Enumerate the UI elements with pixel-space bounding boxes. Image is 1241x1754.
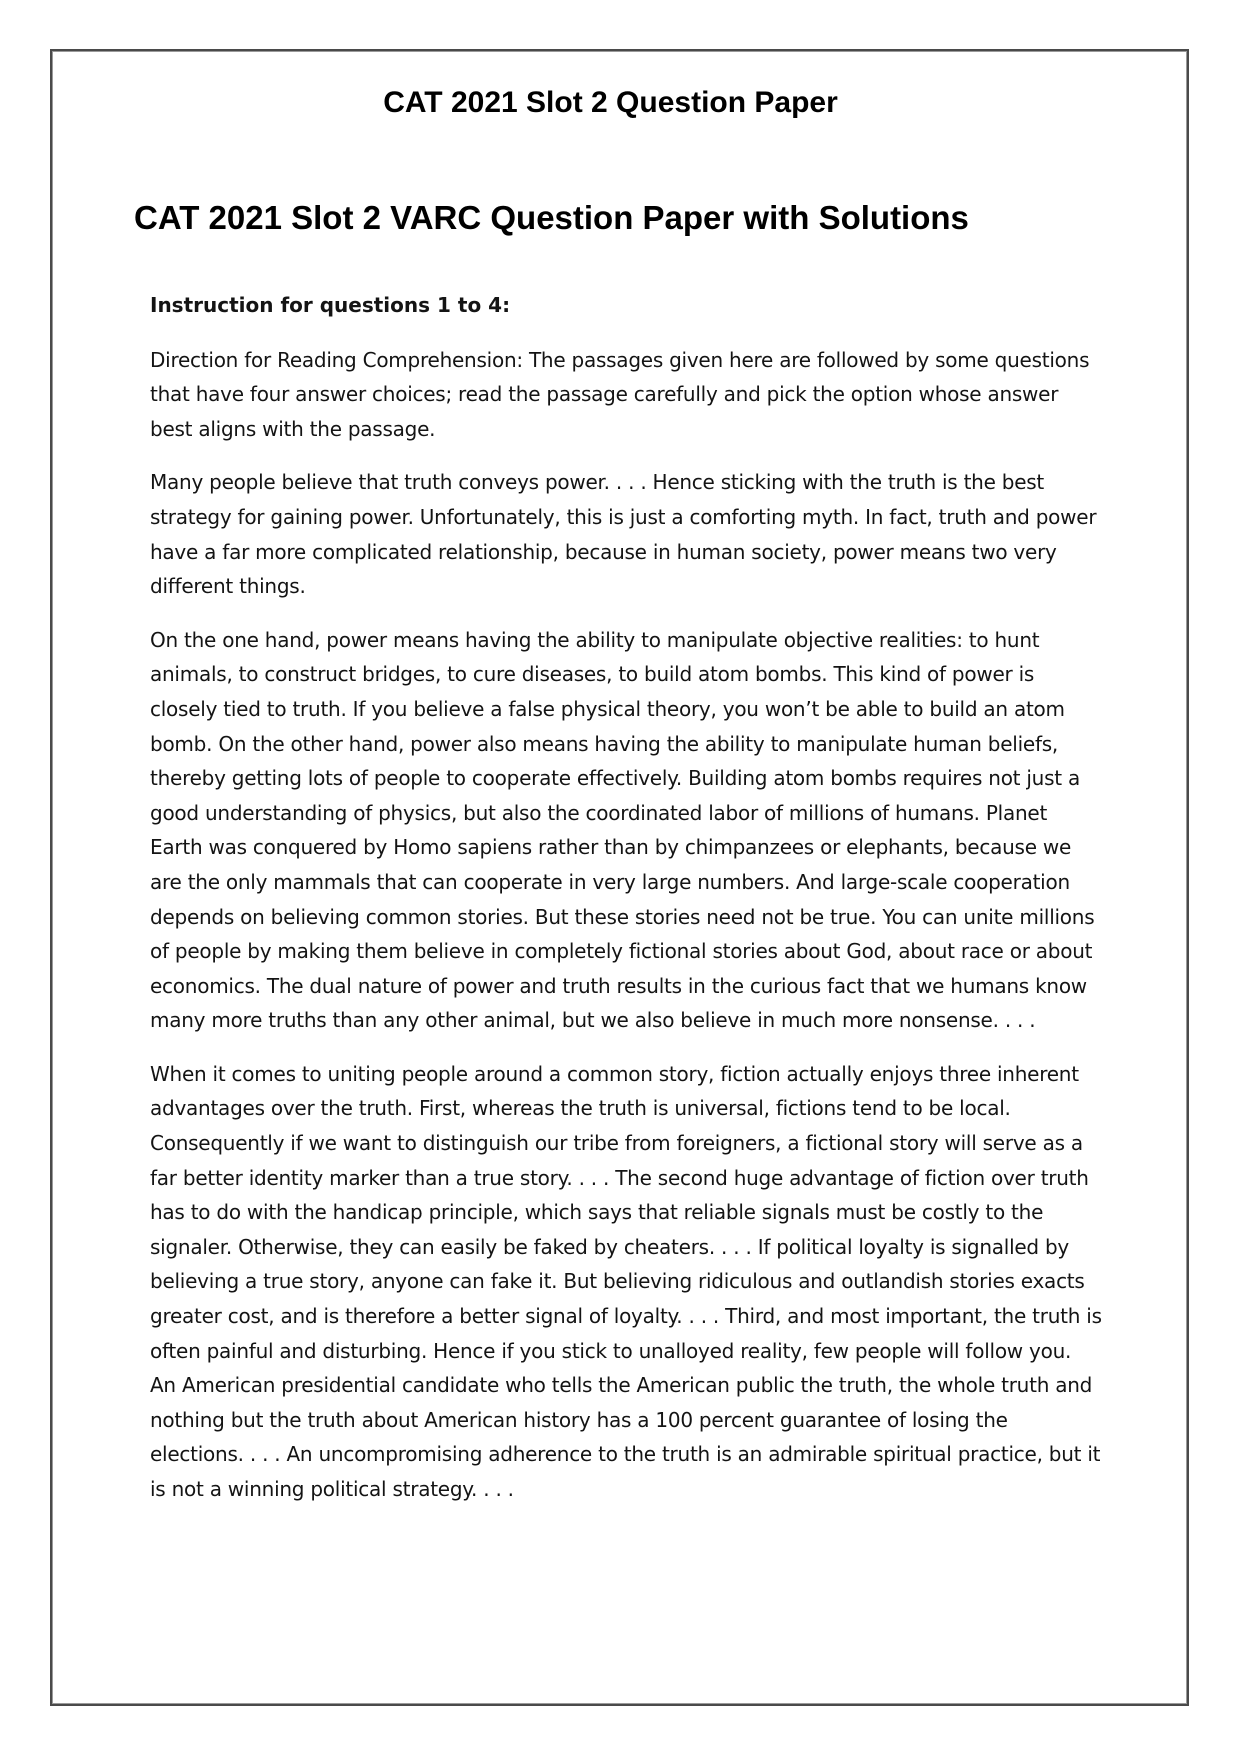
page-title: CAT 2021 Slot 2 Question Paper <box>383 86 838 119</box>
passage-paragraph-3: When it comes to uniting people around a common story, fiction actually enjoys three inherent advantages over the truth. First, whereas the truth is universal, fictions tend to be local. Consequently if we want to distinguish our tribe from foreigners, a fictional story will serve as a far better identity marker than a true story. . . . The second huge advantage of fiction over truth has to do with the handicap principle, which says that reliable signals must be costly to the signaler. Otherwise, they can easily be faked by cheaters. . . . If political loyalty is signalled by believing a true story, anyone can fake it. But believing ridiculous and outlandish stories exacts greater cost, and is therefore a better signal of loyalty. . . . Third, and most important, the truth is often painful and disturbing. Hence if you stick to unalloyed reality, few people will follow you. An American presidential candidate who tells the American public the truth, the whole truth and nothing but the truth about American history has a 100 percent guarantee of losing the elections. . . . An uncompromising adherence to the truth is an admirable spiritual practice, but it is not a winning political strategy. . . . <box>150 1061 1102 1501</box>
directions-paragraph: Direction for Reading Comprehension: The passages given here are followed by some questions that have four answer choices; read the passage carefully and pick the option whose answer best aligns with the passage. <box>150 347 1090 441</box>
passage-paragraph-1: Many people believe that truth conveys power. . . . Hence sticking with the truth is the best strategy for gaining power. Unfortunately, this is just a comforting myth. In fact, truth and power have a far more complicated relationship, because in human society, power means two very different things. <box>150 470 1097 599</box>
passage-paragraph-2: On the one hand, power means having the ability to manipulate objective realities: to hunt animals, to construct bridges, to cure diseases, to build atom bombs. This kind of power is closely tied to truth. If you believe a false physical theory, you won’t be able to build an atom bomb. On the other hand, power also means having the ability to manipulate human beliefs, thereby getting lots of people to cooperate effectively. Building atom bombs requires not just a good understanding of physics, but also the coordinated labor of millions of humans. Planet Earth was conquered by Homo sapiens rather than by chimpanzees or elephants, because we are the only mammals that can cooperate in very large numbers. And large-scale cooperation depends on believing common stories. But these stories need not be true. You can unite millions of people by making them believe in completely fictional stories about God, about race or about economics. The dual nature of power and truth results in the curious fact that we humans know many more truths than any other animal, but we also believe in much more nonsense. . . . <box>150 627 1095 1033</box>
passage-content <box>150 288 1102 1526</box>
instruction-heading: Instruction for questions 1 to 4: <box>150 293 511 317</box>
section-title: CAT 2021 Slot 2 VARC Question Paper with Solutions <box>134 199 969 236</box>
